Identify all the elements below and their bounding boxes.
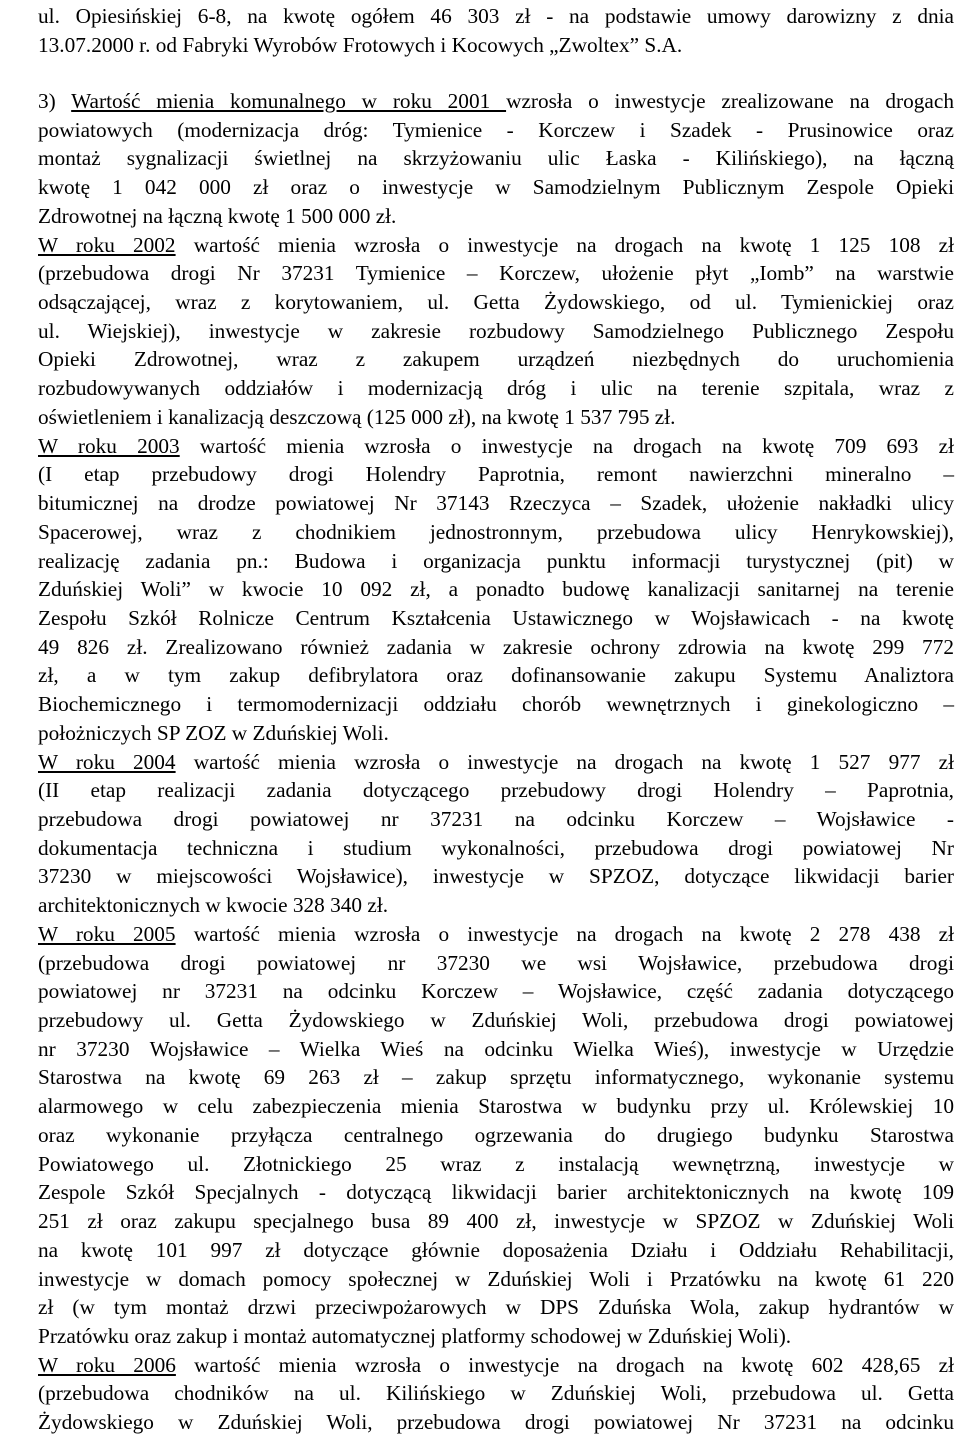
text-line [38,317,954,346]
underlined-text: W roku 2003 [38,433,180,458]
text-segment: wzrosła o inwestycje zrealizowane na drogach [506,89,954,113]
text-line [38,776,954,805]
text-segment: Zespole Szkół Specjalnych - dotyczącą likwidacji barier architektonicznych na kwotę 109 [38,1180,954,1205]
underlined-text: W roku 2006 [38,1352,176,1377]
text-segment: wartość mienia wzrosła o inwestycje na drogach na kwotę 1 125 108 zł [175,232,954,257]
text-segment: alarmowego w celu zabezpieczenia mienia Starostwa w budynku przy ul. Królewskiej 10 [38,1094,954,1119]
text-line [38,1408,954,1437]
text-line [38,1236,954,1265]
text-segment: oświetleniem i kanalizacją deszczową (125 000 zł), na kwotę 1 537 795 zł. [38,404,676,429]
text-line [38,288,954,317]
text-line [38,1351,954,1380]
text-line [38,432,954,461]
text-line [38,834,954,863]
text-segment: powiatowej nr 37231 na odcinku Korczew – Wojsławice, część zadania dotyczącego [38,979,954,1004]
underlined-text: W roku 2002 [38,232,176,257]
underlined-text: W roku 2005 [38,921,176,946]
text-line [38,144,954,173]
text-line [38,259,954,288]
text-line [38,1063,954,1092]
text-segment: wartość mienia wzrosła o inwestycje na drogach na kwotę 1 527 977 zł [175,749,954,774]
text-line [38,1293,954,1322]
text-segment: 251 zł oraz zakupu specjalnego busa 89 400 zł, inwestycje w SPZOZ w Zduńskiej Woli [38,1209,954,1234]
text-segment: wartość mienia wzrosła o inwestycje na drogach na kwotę 602 428,65 zł [175,1352,954,1377]
text-segment: odsączającej, wraz z korytowaniem, ul. Getta Żydowskiego, od ul. Tymienickiej oraz [38,290,954,315]
text-segment: (przebudowa chodników na ul. Kilińskiego w Zduńskiej Woli, przebudowa ul. Getta [38,1381,954,1406]
text-line [38,31,682,60]
text-line [38,748,954,777]
text-segment: 49 826 zł. Zrealizowano również zadania w zakresie ochrony zdrowia na kwotę 299 772 [38,634,954,659]
text-segment: położniczych SP ZOZ w Zduńskiej Woli. [38,720,389,745]
text-line [38,633,954,662]
text-segment: Spacerowej, wraz z chodnikiem jednostronnym, przebudowa ulicy Henrykowskiej), [38,519,954,544]
text-segment: rozbudowywanych oddziałów i modernizacją dróg i ulic na terenie szpitala, wraz z [38,376,954,401]
text-segment: Powiatowego ul. Złotnickiego 25 wraz z instalacją wewnętrzną, inwestycje w [38,1151,954,1176]
text-line [38,1322,791,1351]
text-line [38,862,954,891]
underlined-text: W roku 2004 [38,749,176,774]
text-line [38,1379,954,1408]
text-segment: inwestycje w domach pomocy społecznej w Zduńskiej Woli i Przatówku na kwotę 61 220 [38,1266,954,1291]
text-line [38,1207,954,1236]
text-segment: nr 37230 Wojsławice – Wielka Wieś na odcinku Wielka Wieś), inwestycje w Urzędzie [38,1036,954,1061]
text-line [38,518,954,547]
text-segment: powiatowych (modernizacja dróg: Tymienice - Korczew i Szadek - Prusinowice oraz [38,117,954,142]
text-segment: 37230 w miejscowości Wojsławice), inwestycje w SPZOZ, dotyczące likwidacji barier [38,864,954,889]
text-segment: Zduńskiej Woli” w kwocie 10 092 zł, a ponadto budowę kanalizacji sanitarnej na terenie [38,577,954,602]
text-segment: oraz wykonanie przyłącza centralnego ogrzewania do drugiego budynku Starostwa [38,1122,954,1147]
text-segment: zł (w tym montaż drzwi przeciwpożarowych w DPS Zduńska Wola, zakup hydrantów w [38,1295,954,1320]
text-line [38,575,954,604]
text-segment: wartość mienia wzrosła o inwestycje na drogach na kwotę 2 278 438 zł [175,921,954,946]
text-line [38,719,389,748]
text-segment: (I etap przebudowy drogi Holendry Paprotnia, remont nawierzchni mineralno – [38,462,954,487]
text-segment: Biochemicznego i termomodernizacji oddziału chorób wewnętrznych i ginekologiczno – [38,692,954,717]
text-segment: na kwotę 101 997 zł dotyczące głównie doposażenia Działu i Oddziału Rehabilitacji, [38,1237,954,1262]
text-line [38,202,396,231]
text-line [38,345,954,374]
text-segment: Opieki Zdrowotnej, wraz z zakupem urządzeń niezbędnych do uruchomienia [38,347,954,372]
text-segment: Żydowskiego w Zduńskiej Woli, przebudowa drogi powiatowej Nr 37231 na odcinku [38,1410,954,1435]
text-line [38,1178,954,1207]
text-line [38,116,954,145]
text-segment: architektonicznych w kwocie 328 340 zł. [38,893,389,918]
text-segment: wartość mienia wzrosła o inwestycje na drogach na kwotę 709 693 zł [179,433,954,458]
text-segment: realizację zadania pn.: Budowa i organizacja punktu informacji turystycznej (pit) w [38,548,954,573]
text-segment: (II etap realizacji zadania dotyczącego przebudowy drogi Holendry – Paprotnia, [38,778,954,803]
text-line [38,547,954,576]
text-line [38,920,954,949]
text-line [38,891,388,920]
text-line [38,87,954,116]
text-segment: zł, a w tym zakup defibrylatora oraz dofinansowanie zakupu Systemu Analiztora [38,663,954,688]
text-line [38,2,954,31]
text-line [38,604,954,633]
text-segment: (przebudowa drogi Nr 37231 Tymienice – Korczew, ułożenie płyt „Iomb” na warstwie [38,261,954,286]
text-line [38,173,954,202]
text-line [38,403,676,432]
text-line [38,1092,954,1121]
text-line [38,690,954,719]
text-line [38,949,954,978]
text-segment: ul. Opiesińskiej 6-8, na kwotę ogółem 46 303 zł - na podstawie umowy darowizny z dnia [38,4,954,28]
underlined-text: Wartość mienia komunalnego w roku 2001 [71,89,507,113]
text-line [38,1150,954,1179]
text-segment: Zdrowotnej na łączną kwotę 1 500 000 zł. [38,203,397,228]
text-segment: Przatówku oraz zakup i montaż automatycznej platformy schodowej w Zduńskiej Woli). [38,1323,792,1348]
text-segment: (przebudowa drogi powiatowej nr 37230 we wsi Wojsławice, przebudowa drogi [38,950,954,975]
text-line [38,1006,954,1035]
text-line [38,661,954,690]
text-line [38,805,954,834]
text-segment: przebudowa drogi powiatowej nr 37231 na odcinku Korczew – Wojsławice - [38,807,954,831]
text-segment: Starostwa na kwotę 69 263 zł – zakup sprzętu informatycznego, wykonanie systemu [38,1065,954,1090]
text-line [38,1035,954,1064]
text-segment: bitumicznej na drodze powiatowej Nr 37143 Rzeczyca – Szadek, ułożenie nakładki ulicy [38,491,954,516]
text-segment: 3) [38,89,72,113]
text-line [38,374,954,403]
text-segment: Zespołu Szkół Rolnicze Centrum Kształcenia Ustawicznego w Wojsławicach - na kwotę [38,605,954,630]
text-line [38,977,954,1006]
text-line [38,460,954,489]
text-segment: montaż sygnalizacji świetlnej na skrzyżowaniu ulic Łaska - Kilińskiego), na łączną [38,146,954,171]
text-line [38,489,954,518]
text-line [38,1121,954,1150]
text-segment: przebudowy ul. Getta Żydowskiego w Zduńskiej Woli, przebudowa drogi powiatowej [38,1008,954,1033]
text-segment: kwotę 1 042 000 zł oraz o inwestycje w Samodzielnym Publicznym Zespole Opieki [38,175,954,200]
text-segment: ul. Wiejskiej), inwestycje w zakresie rozbudowy Samodzielnego Publicznego Zespołu [38,318,954,343]
text-line [38,231,954,260]
text-segment: 13.07.2000 r. od Fabryki Wyrobów Frotowych i Kocowych „Zwoltex” S.A. [38,33,683,57]
text-segment: dokumentacja techniczna i studium wykonalności, przebudowa drogi powiatowej Nr [38,835,954,860]
text-line [38,1265,954,1294]
